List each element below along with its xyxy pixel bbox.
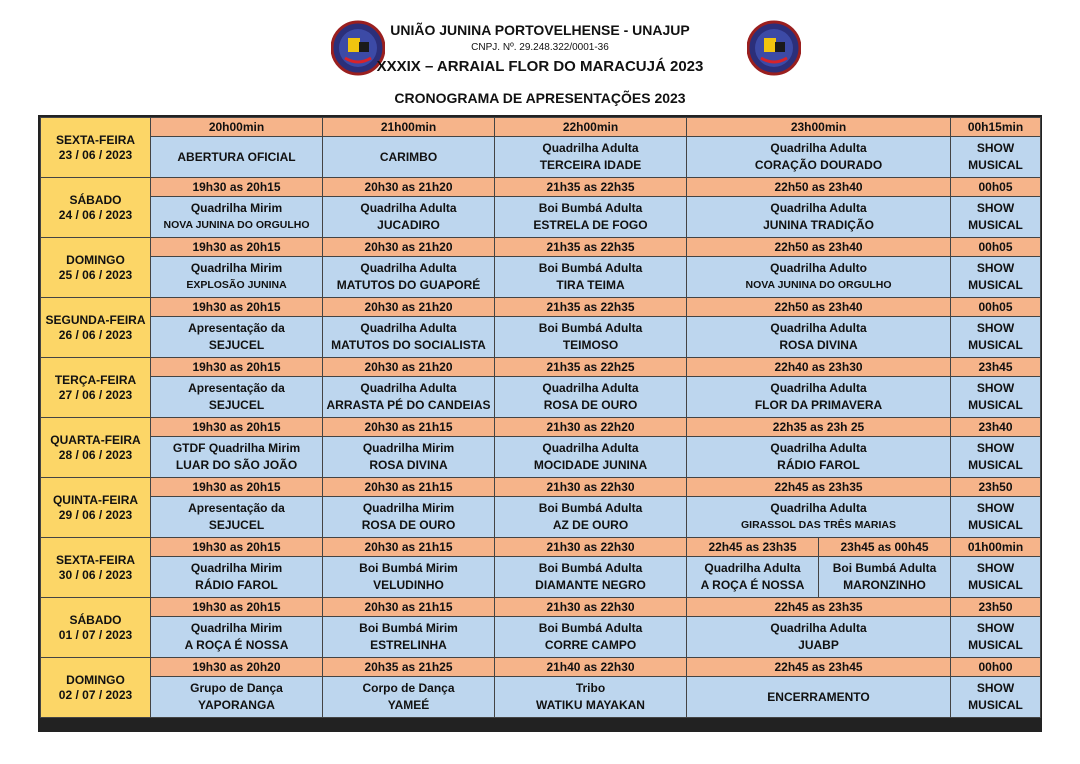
act-type: Boi Bumbá Adulta (832, 561, 937, 575)
time-slot: 19h30 as 20h15 (151, 478, 323, 497)
time-slot: 22h45 as 23h45 (687, 658, 951, 677)
day-date: 24 / 06 / 2023 (58, 207, 133, 222)
act-name: TERCEIRA IDADE (539, 158, 642, 172)
time-slot: 20h30 as 21h15 (323, 598, 495, 617)
act-cell (495, 137, 687, 178)
act-cell (151, 617, 323, 658)
schedule-table (40, 117, 1041, 718)
day-cell (41, 478, 151, 538)
act-name: JUCADIRO (377, 218, 440, 232)
act-type: Tribo (575, 681, 606, 695)
act-name: LUAR DO SÃO JOÃO (175, 458, 298, 472)
act-type: Quadrilha Adulta (542, 441, 639, 455)
day-date: 27 / 06 / 2023 (58, 387, 133, 402)
act-type: CARIMBO (379, 149, 438, 164)
act-type: SHOW (976, 441, 1015, 455)
act-row (41, 137, 1041, 178)
act-cell (323, 197, 495, 238)
day-cell (41, 238, 151, 298)
act-name: SEJUCEL (208, 518, 265, 532)
act-type: Quadrilha Mirim (190, 561, 283, 575)
act-type: SHOW (976, 501, 1015, 515)
act-cell (687, 557, 819, 598)
time-slot: 19h30 as 20h15 (151, 358, 323, 377)
act-type: Quadrilha Adulta (770, 381, 867, 395)
act-name: EXPLOSÃO JUNINA (186, 279, 287, 291)
act-name: ESTRELINHA (370, 638, 447, 652)
act-row (41, 497, 1041, 538)
act-name: MUSICAL (968, 338, 1023, 352)
act-name: ROSA DIVINA (779, 338, 858, 352)
act-name: MARONZINHO (843, 578, 926, 592)
act-name: MUSICAL (968, 518, 1023, 532)
act-row (41, 377, 1041, 418)
act-name: ROSA DE OURO (543, 398, 638, 412)
act-type: Boi Bumbá Adulta (538, 561, 643, 575)
act-name: YAMEÉ (387, 698, 430, 712)
act-row (41, 677, 1041, 718)
act-name: ROSA DE OURO (361, 518, 456, 532)
act-row (41, 257, 1041, 298)
time-slot: 00h05 (951, 238, 1041, 257)
act-name: A ROÇA É NOSSA (184, 638, 289, 652)
act-cell (323, 137, 495, 178)
act-name: MUSICAL (968, 218, 1023, 232)
time-slot: 20h30 as 21h15 (323, 418, 495, 437)
cnpj-number: CNPJ. Nº. 29.248.322/0001-36 (471, 42, 609, 53)
act-name: MUSICAL (968, 698, 1023, 712)
act-name: MUSICAL (968, 278, 1023, 292)
act-cell (951, 197, 1041, 238)
day-cell (41, 418, 151, 478)
act-type: Quadrilha Adulta (704, 561, 801, 575)
act-cell (951, 497, 1041, 538)
day-date: 28 / 06 / 2023 (58, 447, 133, 462)
day-name: DOMINGO (66, 252, 125, 267)
time-slot: 21h35 as 22h35 (495, 298, 687, 317)
act-cell (495, 197, 687, 238)
act-type: Quadrilha Adulta (542, 141, 639, 155)
act-type: Boi Bumbá Adulta (538, 321, 643, 335)
act-type: Quadrilha Mirim (190, 201, 283, 215)
act-type: Quadrilha Mirim (190, 621, 283, 635)
time-row (41, 238, 1041, 257)
act-type: Quadrilha Adulta (360, 201, 457, 215)
act-cell (687, 437, 951, 478)
act-name: MATUTOS DO SOCIALISTA (331, 338, 486, 352)
act-cell (151, 437, 323, 478)
act-cell (323, 257, 495, 298)
time-slot: 22h40 as 23h30 (687, 358, 951, 377)
time-slot: 22h45 as 23h35 (687, 478, 951, 497)
act-name: YAPORANGA (198, 698, 275, 712)
day-name: TERÇA-FEIRA (54, 372, 137, 387)
act-type: GTDF Quadrilha Mirim (172, 441, 301, 455)
act-cell (323, 557, 495, 598)
time-slot: 20h30 as 21h20 (323, 178, 495, 197)
act-cell (495, 557, 687, 598)
act-name: SEJUCEL (208, 398, 265, 412)
act-type: Boi Bumbá Adulta (538, 261, 643, 275)
act-type: Corpo de Dança (362, 681, 455, 695)
act-type: Quadrilha Adulto (770, 261, 867, 275)
time-slot: 22h00min (495, 118, 687, 137)
act-name: FLOR DA PRIMAVERA (754, 398, 883, 412)
act-type: Boi Bumbá Adulta (538, 621, 643, 635)
day-cell (41, 118, 151, 178)
act-name: ARRASTA PÉ DO CANDEIAS (326, 398, 491, 412)
act-name: A ROÇA É NOSSA (700, 578, 805, 592)
schedule-grid (38, 115, 1042, 732)
act-cell (687, 377, 951, 418)
act-type: SHOW (976, 261, 1015, 275)
time-row (41, 298, 1041, 317)
act-cell (495, 317, 687, 358)
time-slot: 21h40 as 22h30 (495, 658, 687, 677)
act-type: ABERTURA OFICIAL (177, 149, 296, 164)
day-name: SEGUNDA-FEIRA (45, 312, 146, 327)
act-cell (151, 677, 323, 718)
act-row (41, 197, 1041, 238)
time-row (41, 478, 1041, 497)
day-cell (41, 598, 151, 658)
act-name: TEIMOSO (562, 338, 619, 352)
document-header (0, 0, 1080, 112)
act-cell (687, 677, 951, 718)
time-slot: 23h50 (951, 598, 1041, 617)
time-slot: 23h40 (951, 418, 1041, 437)
act-cell (687, 317, 951, 358)
act-cell (687, 197, 951, 238)
act-type: Boi Bumbá Mirim (359, 621, 458, 635)
day-name: SEXTA-FEIRA (55, 132, 136, 147)
day-name: SEXTA-FEIRA (55, 552, 136, 567)
act-cell (951, 437, 1041, 478)
act-type: Apresentação da (188, 501, 285, 515)
act-type: Quadrilha Adulta (770, 501, 867, 515)
act-name: VELUDINHO (373, 578, 444, 592)
act-name: RÁDIO FAROL (777, 458, 860, 472)
act-cell (495, 257, 687, 298)
day-cell (41, 358, 151, 418)
act-name: MATUTOS DO GUAPORÉ (336, 278, 481, 292)
time-slot: 22h50 as 23h40 (687, 238, 951, 257)
time-slot: 20h30 as 21h15 (323, 538, 495, 557)
time-slot: 00h05 (951, 178, 1041, 197)
time-slot: 22h35 as 23h 25 (687, 418, 951, 437)
act-cell (951, 617, 1041, 658)
act-type: SHOW (976, 681, 1015, 695)
day-date: 25 / 06 / 2023 (58, 267, 133, 282)
day-cell (41, 538, 151, 598)
time-slot: 22h45 as 23h35 (687, 598, 951, 617)
time-slot: 19h30 as 20h15 (151, 298, 323, 317)
act-name: CORRE CAMPO (544, 638, 637, 652)
act-type: Quadrilha Mirim (362, 501, 455, 515)
act-cell (495, 617, 687, 658)
time-slot: 22h50 as 23h40 (687, 298, 951, 317)
time-slot: 20h30 as 21h20 (323, 238, 495, 257)
time-slot: 19h30 as 20h15 (151, 238, 323, 257)
day-name: QUINTA-FEIRA (52, 492, 139, 507)
act-type: SHOW (976, 381, 1015, 395)
act-name: NOVA JUNINA DO ORGULHO (745, 279, 892, 291)
act-name: DIAMANTE NEGRO (535, 578, 646, 592)
act-cell (687, 257, 951, 298)
act-cell (687, 617, 951, 658)
act-type: Quadrilha Adulta (770, 141, 867, 155)
act-cell (951, 257, 1041, 298)
act-type: Quadrilha Adulta (360, 321, 457, 335)
time-slot: 01h00min (951, 538, 1041, 557)
day-date: 26 / 06 / 2023 (58, 327, 133, 342)
act-row (41, 557, 1041, 598)
time-slot: 21h30 as 22h20 (495, 418, 687, 437)
act-cell (495, 677, 687, 718)
time-slot: 20h30 as 21h20 (323, 358, 495, 377)
time-slot: 22h50 as 23h40 (687, 178, 951, 197)
time-slot: 19h30 as 20h15 (151, 598, 323, 617)
act-name: JUNINA TRADIÇÃO (763, 218, 874, 232)
act-type: SHOW (976, 321, 1015, 335)
act-cell (323, 437, 495, 478)
day-date: 29 / 06 / 2023 (58, 507, 133, 522)
day-name: SÁBADO (69, 192, 122, 207)
act-row (41, 437, 1041, 478)
event-title: XXXIX – ARRAIAL FLOR DO MARACUJÁ 2023 (376, 58, 704, 75)
act-cell (495, 497, 687, 538)
time-slot: 20h35 as 21h25 (323, 658, 495, 677)
time-slot: 21h30 as 22h30 (495, 478, 687, 497)
act-name: AZ DE OURO (552, 518, 629, 532)
act-cell (323, 377, 495, 418)
act-cell (951, 377, 1041, 418)
act-type: Boi Bumbá Mirim (359, 561, 458, 575)
act-cell (151, 137, 323, 178)
act-name: MUSICAL (968, 158, 1023, 172)
act-name: ESTRELA DE FOGO (533, 218, 648, 232)
time-row (41, 658, 1041, 677)
act-type: Apresentação da (188, 381, 285, 395)
act-cell (151, 557, 323, 598)
time-row (41, 178, 1041, 197)
act-type: SHOW (976, 201, 1015, 215)
act-name: TIRA TEIMA (556, 278, 625, 292)
time-slot: 19h30 as 20h15 (151, 178, 323, 197)
act-name: WATIKU MAYAKAN (536, 698, 645, 712)
time-slot: 00h05 (951, 298, 1041, 317)
act-type: SHOW (976, 141, 1015, 155)
time-slot: 20h00min (151, 118, 323, 137)
time-row (41, 358, 1041, 377)
day-cell (41, 178, 151, 238)
act-type: Quadrilha Adulta (770, 621, 867, 635)
act-type: SHOW (976, 561, 1015, 575)
act-type: ENCERRAMENTO (767, 689, 870, 704)
time-slot: 19h30 as 20h15 (151, 418, 323, 437)
organization-name: UNIÃO JUNINA PORTOVELHENSE - UNAJUP (390, 22, 690, 38)
day-cell (41, 298, 151, 358)
time-slot: 21h00min (323, 118, 495, 137)
act-name: CORAÇÃO DOURADO (754, 158, 883, 172)
time-slot: 23h45 (951, 358, 1041, 377)
act-type: Quadrilha Adulta (360, 381, 457, 395)
day-date: 02 / 07 / 2023 (58, 687, 133, 702)
act-name: MUSICAL (968, 398, 1023, 412)
time-slot: 19h30 as 20h15 (151, 538, 323, 557)
time-slot: 00h00 (951, 658, 1041, 677)
day-date: 23 / 06 / 2023 (58, 147, 133, 162)
day-name: SÁBADO (69, 612, 122, 627)
act-cell (151, 497, 323, 538)
act-type: SHOW (976, 621, 1015, 635)
act-cell (151, 257, 323, 298)
act-type: Quadrilha Mirim (362, 441, 455, 455)
act-name: GIRASSOL DAS TRÊS MARIAS (741, 519, 896, 531)
time-slot: 00h15min (951, 118, 1041, 137)
time-slot: 21h30 as 22h30 (495, 598, 687, 617)
act-type: Quadrilha Mirim (190, 261, 283, 275)
act-cell (687, 137, 951, 178)
time-row (41, 538, 1041, 557)
time-slot: 19h30 as 20h20 (151, 658, 323, 677)
act-name: SEJUCEL (208, 338, 265, 352)
act-cell (495, 377, 687, 418)
act-cell (819, 557, 951, 598)
day-cell (41, 658, 151, 718)
act-row (41, 617, 1041, 658)
act-name: JUABP (798, 638, 839, 652)
act-type: Boi Bumbá Adulta (538, 201, 643, 215)
act-cell (951, 137, 1041, 178)
act-cell (323, 677, 495, 718)
act-cell (495, 437, 687, 478)
act-type: Quadrilha Adulta (542, 381, 639, 395)
act-cell (323, 497, 495, 538)
day-name: DOMINGO (66, 672, 125, 687)
time-slot: 21h35 as 22h35 (495, 238, 687, 257)
act-cell (951, 557, 1041, 598)
act-cell (323, 317, 495, 358)
act-row (41, 317, 1041, 358)
act-cell (151, 317, 323, 358)
act-name: MUSICAL (968, 638, 1023, 652)
act-name: MOCIDADE JUNINA (533, 458, 648, 472)
time-row (41, 118, 1041, 137)
act-type: Quadrilha Adulta (360, 261, 457, 275)
act-name: ROSA DIVINA (369, 458, 448, 472)
act-type: Quadrilha Adulta (770, 441, 867, 455)
act-cell (951, 317, 1041, 358)
time-slot: 23h00min (687, 118, 951, 137)
time-slot: 23h50 (951, 478, 1041, 497)
day-name: QUARTA-FEIRA (50, 432, 141, 447)
time-slot: 21h30 as 22h30 (495, 538, 687, 557)
act-type: Quadrilha Adulta (770, 321, 867, 335)
act-name: MUSICAL (968, 458, 1023, 472)
act-cell (951, 677, 1041, 718)
act-type: Quadrilha Adulta (770, 201, 867, 215)
time-row (41, 418, 1041, 437)
time-slot: 20h30 as 21h20 (323, 298, 495, 317)
act-cell (687, 497, 951, 538)
schedule-title: CRONOGRAMA DE APRESENTAÇÕES 2023 (394, 90, 686, 106)
act-name: MUSICAL (968, 578, 1023, 592)
time-slot: 21h35 as 22h25 (495, 358, 687, 377)
act-type: Grupo de Dança (190, 681, 283, 695)
time-slot: 21h35 as 22h35 (495, 178, 687, 197)
time-row (41, 598, 1041, 617)
time-slot: 22h45 as 23h35 (687, 538, 819, 557)
act-cell (323, 617, 495, 658)
act-name: NOVA JUNINA DO ORGULHO (163, 219, 310, 231)
act-cell (151, 377, 323, 418)
act-type: Boi Bumbá Adulta (538, 501, 643, 515)
day-date: 01 / 07 / 2023 (58, 627, 133, 642)
act-cell (151, 197, 323, 238)
day-date: 30 / 06 / 2023 (58, 567, 133, 582)
time-slot: 23h45 as 00h45 (819, 538, 951, 557)
time-slot: 20h30 as 21h15 (323, 478, 495, 497)
act-type: Apresentação da (188, 321, 285, 335)
act-name: RÁDIO FAROL (195, 578, 278, 592)
